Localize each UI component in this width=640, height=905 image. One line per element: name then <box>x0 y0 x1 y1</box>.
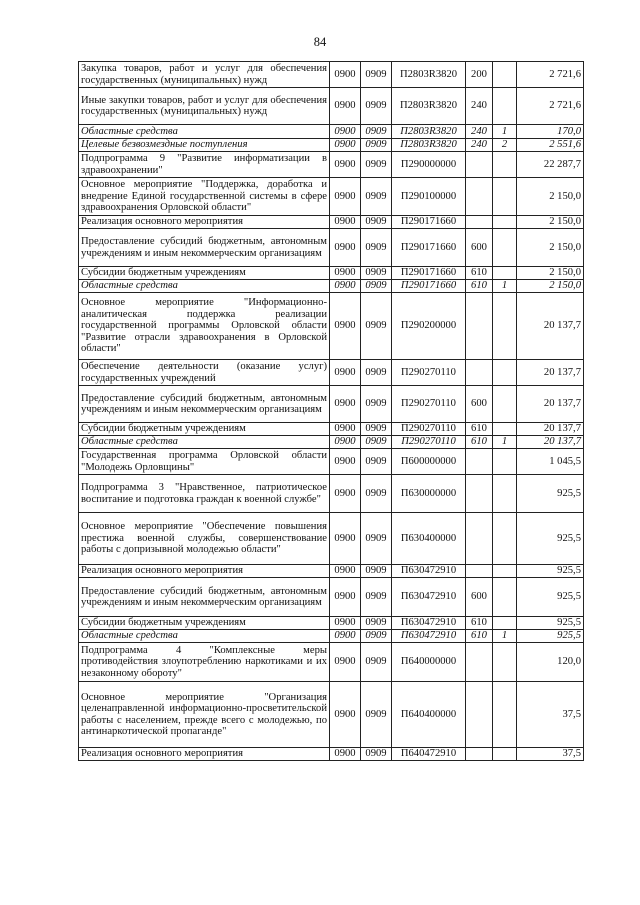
row-name: Областные средства <box>79 436 330 449</box>
table-row <box>79 423 584 436</box>
table-row <box>79 280 584 293</box>
row-name: Предоставление субсидий бюджетным, автономным учреждениям и иным некоммерческим организациям <box>79 229 330 267</box>
table-row <box>79 386 584 423</box>
table-row <box>79 436 584 449</box>
section-code: 0900 <box>330 216 361 229</box>
table-row <box>79 293 584 360</box>
expense-type-code <box>466 449 493 475</box>
table-row <box>79 62 584 88</box>
expense-type-code: 600 <box>466 386 493 423</box>
row-name: Областные средства <box>79 630 330 643</box>
funding-source-code <box>493 88 517 125</box>
row-name: Основное мероприятие "Информационно-аналитическая поддержка реализации государственной программы Орловской области "Развитие отрасли здравоохранения в Орловской области" <box>79 293 330 360</box>
section-code: 0900 <box>330 267 361 280</box>
row-name: Реализация основного мероприятия <box>79 565 330 578</box>
expense-type-code: 200 <box>466 62 493 88</box>
expense-type-code: 600 <box>466 578 493 617</box>
page-number: 84 <box>313 35 327 49</box>
funding-source-code <box>493 578 517 617</box>
row-name: Предоставление субсидий бюджетным, автономным учреждениям и иным некоммерческим организациям <box>79 578 330 617</box>
amount: 2 150,0 <box>517 229 584 267</box>
amount: 2 551,6 <box>517 139 584 152</box>
subsection-code: 0909 <box>361 643 392 682</box>
subsection-code: 0909 <box>361 386 392 423</box>
amount: 22 287,7 <box>517 152 584 178</box>
section-code: 0900 <box>330 449 361 475</box>
expense-type-code <box>466 748 493 761</box>
amount: 20 137,7 <box>517 386 584 423</box>
amount: 170,0 <box>517 125 584 139</box>
section-code: 0900 <box>330 630 361 643</box>
table-row <box>79 88 584 125</box>
table-row <box>79 630 584 643</box>
amount: 20 137,7 <box>517 293 584 360</box>
amount: 2 721,6 <box>517 62 584 88</box>
amount: 37,5 <box>517 682 584 748</box>
subsection-code: 0909 <box>361 748 392 761</box>
target-article-code: П630472910 <box>392 617 466 630</box>
amount: 925,5 <box>517 513 584 565</box>
section-code: 0900 <box>330 280 361 293</box>
row-name: Закупка товаров, работ и услуг для обеспечения государственных (муниципальных) нужд <box>79 62 330 88</box>
amount: 1 045,5 <box>517 449 584 475</box>
row-name: Основное мероприятие "Организация целенаправленной информационно-просветительской работы с населением, прежде всего с молодежью, по антинаркотической пропаганде" <box>79 682 330 748</box>
expense-type-code: 610 <box>466 617 493 630</box>
row-name: Субсидии бюджетным учреждениям <box>79 617 330 630</box>
target-article-code: П290270110 <box>392 423 466 436</box>
amount: 20 137,7 <box>517 360 584 386</box>
section-code: 0900 <box>330 152 361 178</box>
section-code: 0900 <box>330 475 361 513</box>
section-code: 0900 <box>330 643 361 682</box>
subsection-code: 0909 <box>361 139 392 152</box>
amount: 37,5 <box>517 748 584 761</box>
amount: 2 150,0 <box>517 178 584 216</box>
section-code: 0900 <box>330 229 361 267</box>
expense-type-code <box>466 293 493 360</box>
target-article-code: П640400000 <box>392 682 466 748</box>
target-article-code: П630472910 <box>392 565 466 578</box>
expense-type-code: 610 <box>466 423 493 436</box>
funding-source-code <box>493 360 517 386</box>
table-row <box>79 139 584 152</box>
expense-type-code: 610 <box>466 436 493 449</box>
amount: 925,5 <box>517 578 584 617</box>
target-article-code: П290171660 <box>392 229 466 267</box>
target-article-code: П290270110 <box>392 386 466 423</box>
row-name: Основное мероприятие "Обеспечение повышения престижа военной службы, совершенствование работы с допризывной молодежью области" <box>79 513 330 565</box>
expense-type-code: 610 <box>466 280 493 293</box>
table-row <box>79 682 584 748</box>
table-row <box>79 475 584 513</box>
amount: 20 137,7 <box>517 436 584 449</box>
table-body <box>79 62 584 761</box>
funding-source-code <box>493 565 517 578</box>
row-name: Субсидии бюджетным учреждениям <box>79 423 330 436</box>
subsection-code: 0909 <box>361 280 392 293</box>
expense-type-code <box>466 682 493 748</box>
target-article-code: П290171660 <box>392 216 466 229</box>
section-code: 0900 <box>330 178 361 216</box>
subsection-code: 0909 <box>361 578 392 617</box>
expense-type-code <box>466 360 493 386</box>
funding-source-code <box>493 423 517 436</box>
budget-table <box>78 61 584 761</box>
expense-type-code <box>466 152 493 178</box>
section-code: 0900 <box>330 386 361 423</box>
row-name: Субсидии бюджетным учреждениям <box>79 267 330 280</box>
section-code: 0900 <box>330 139 361 152</box>
row-name: Иные закупки товаров, работ и услуг для обеспечения государственных (муниципальных) нужд <box>79 88 330 125</box>
expense-type-code <box>466 513 493 565</box>
target-article-code: П290200000 <box>392 293 466 360</box>
table-row <box>79 267 584 280</box>
target-article-code: П290270110 <box>392 436 466 449</box>
table-row <box>79 643 584 682</box>
subsection-code: 0909 <box>361 682 392 748</box>
row-name: Реализация основного мероприятия <box>79 216 330 229</box>
row-name: Подпрограмма 4 "Комплексные меры противодействия злоупотреблению наркотиками и их незаконному обороту" <box>79 643 330 682</box>
target-article-code: П600000000 <box>392 449 466 475</box>
subsection-code: 0909 <box>361 62 392 88</box>
subsection-code: 0909 <box>361 152 392 178</box>
funding-source-code <box>493 449 517 475</box>
section-code: 0900 <box>330 62 361 88</box>
section-code: 0900 <box>330 617 361 630</box>
table-row <box>79 152 584 178</box>
target-article-code: П2803R3820 <box>392 125 466 139</box>
subsection-code: 0909 <box>361 88 392 125</box>
subsection-code: 0909 <box>361 293 392 360</box>
funding-source-code <box>493 748 517 761</box>
row-name: Целевые безвозмездные поступления <box>79 139 330 152</box>
amount: 925,5 <box>517 617 584 630</box>
subsection-code: 0909 <box>361 513 392 565</box>
section-code: 0900 <box>330 682 361 748</box>
table-row <box>79 125 584 139</box>
table-row <box>79 449 584 475</box>
row-name: Обеспечение деятельности (оказание услуг) государственных учреждений <box>79 360 330 386</box>
expense-type-code <box>466 216 493 229</box>
funding-source-code <box>493 62 517 88</box>
section-code: 0900 <box>330 436 361 449</box>
table-row <box>79 360 584 386</box>
subsection-code: 0909 <box>361 178 392 216</box>
section-code: 0900 <box>330 565 361 578</box>
subsection-code: 0909 <box>361 449 392 475</box>
expense-type-code: 610 <box>466 630 493 643</box>
expense-type-code: 240 <box>466 139 493 152</box>
section-code: 0900 <box>330 360 361 386</box>
funding-source-code <box>493 682 517 748</box>
funding-source-code <box>493 229 517 267</box>
subsection-code: 0909 <box>361 125 392 139</box>
amount: 925,5 <box>517 630 584 643</box>
row-name: Государственная программа Орловской области "Молодежь Орловщины" <box>79 449 330 475</box>
funding-source-code: 1 <box>493 280 517 293</box>
expense-type-code: 610 <box>466 267 493 280</box>
row-name: Областные средства <box>79 280 330 293</box>
section-code: 0900 <box>330 513 361 565</box>
amount: 120,0 <box>517 643 584 682</box>
table-row <box>79 513 584 565</box>
subsection-code: 0909 <box>361 565 392 578</box>
amount: 2 721,6 <box>517 88 584 125</box>
row-name: Областные средства <box>79 125 330 139</box>
row-name: Подпрограмма 3 "Нравственное, патриотическое воспитание и подготовка граждан к военной службе" <box>79 475 330 513</box>
subsection-code: 0909 <box>361 630 392 643</box>
target-article-code: П2803R3820 <box>392 139 466 152</box>
funding-source-code <box>493 643 517 682</box>
funding-source-code <box>493 475 517 513</box>
funding-source-code: 1 <box>493 436 517 449</box>
funding-source-code <box>493 386 517 423</box>
table-row <box>79 229 584 267</box>
target-article-code: П640472910 <box>392 748 466 761</box>
row-name: Подпрограмма 9 "Развитие информатизации в здравоохранении" <box>79 152 330 178</box>
section-code: 0900 <box>330 423 361 436</box>
amount: 2 150,0 <box>517 280 584 293</box>
expense-type-code <box>466 178 493 216</box>
subsection-code: 0909 <box>361 617 392 630</box>
table-row <box>79 178 584 216</box>
amount: 2 150,0 <box>517 267 584 280</box>
funding-source-code <box>493 216 517 229</box>
target-article-code: П640000000 <box>392 643 466 682</box>
funding-source-code <box>493 267 517 280</box>
row-name: Реализация основного мероприятия <box>79 748 330 761</box>
funding-source-code <box>493 513 517 565</box>
target-article-code: П2803R3820 <box>392 88 466 125</box>
target-article-code: П630472910 <box>392 630 466 643</box>
target-article-code: П290100000 <box>392 178 466 216</box>
target-article-code: П630400000 <box>392 513 466 565</box>
amount: 2 150,0 <box>517 216 584 229</box>
subsection-code: 0909 <box>361 216 392 229</box>
target-article-code: П290000000 <box>392 152 466 178</box>
expense-type-code <box>466 475 493 513</box>
table-row <box>79 748 584 761</box>
target-article-code: П2803R3820 <box>392 62 466 88</box>
subsection-code: 0909 <box>361 267 392 280</box>
subsection-code: 0909 <box>361 436 392 449</box>
funding-source-code <box>493 152 517 178</box>
target-article-code: П630000000 <box>392 475 466 513</box>
table-row <box>79 565 584 578</box>
section-code: 0900 <box>330 88 361 125</box>
funding-source-code: 1 <box>493 630 517 643</box>
subsection-code: 0909 <box>361 360 392 386</box>
table-row <box>79 617 584 630</box>
funding-source-code <box>493 617 517 630</box>
row-name: Основное мероприятие "Поддержка, доработка и внедрение Единой государственной системы в сфере здравоохранения Орловской области" <box>79 178 330 216</box>
funding-source-code <box>493 293 517 360</box>
section-code: 0900 <box>330 578 361 617</box>
target-article-code: П630472910 <box>392 578 466 617</box>
row-name: Предоставление субсидий бюджетным, автономным учреждениям и иным некоммерческим организациям <box>79 386 330 423</box>
expense-type-code <box>466 565 493 578</box>
subsection-code: 0909 <box>361 229 392 267</box>
funding-source-code: 1 <box>493 125 517 139</box>
section-code: 0900 <box>330 293 361 360</box>
funding-source-code <box>493 178 517 216</box>
amount: 20 137,7 <box>517 423 584 436</box>
expense-type-code: 600 <box>466 229 493 267</box>
funding-source-code: 2 <box>493 139 517 152</box>
expense-type-code <box>466 643 493 682</box>
table-row <box>79 578 584 617</box>
section-code: 0900 <box>330 125 361 139</box>
expense-type-code: 240 <box>466 125 493 139</box>
subsection-code: 0909 <box>361 475 392 513</box>
section-code: 0900 <box>330 748 361 761</box>
amount: 925,5 <box>517 475 584 513</box>
subsection-code: 0909 <box>361 423 392 436</box>
table-row <box>79 216 584 229</box>
amount: 925,5 <box>517 565 584 578</box>
target-article-code: П290171660 <box>392 280 466 293</box>
target-article-code: П290270110 <box>392 360 466 386</box>
target-article-code: П290171660 <box>392 267 466 280</box>
expense-type-code: 240 <box>466 88 493 125</box>
